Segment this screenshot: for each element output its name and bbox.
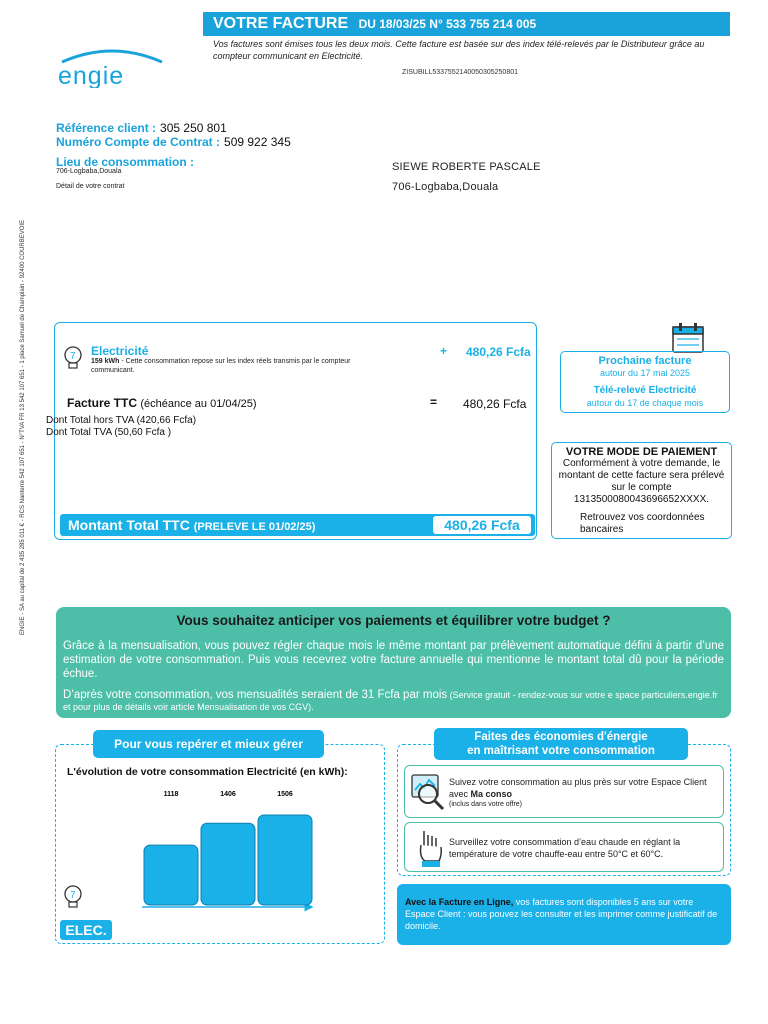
payment-mode-card <box>551 442 732 539</box>
lightbulb-small-icon <box>62 884 84 910</box>
consumption-bar-3 <box>258 815 312 905</box>
lightbulb-icon <box>62 345 84 371</box>
contract-detail-link[interactable]: Détail de votre contrat <box>56 183 125 190</box>
consumption-bar-label-3: 1506 <box>277 791 293 798</box>
ttc-amount: 480,26 Fcfa <box>463 397 527 411</box>
ttc-due-date: (échéance au 01/04/25) <box>140 398 257 410</box>
invoice-title: VOTRE FACTURE <box>213 15 349 32</box>
engie-logo <box>56 44 168 88</box>
payment-mode-text: Conformément à votre demande, le montant de cette facture sera prélevé sur le compte 1313500080043696652XXXX. <box>558 458 725 505</box>
budget-monthly-amount: D’après votre consommation, vos mensualités seraient de 31 Fcfa par mois <box>63 689 448 701</box>
consumption-bar-2 <box>201 823 255 905</box>
svg-text:7: 7 <box>70 890 76 901</box>
budget-monthly <box>63 689 724 713</box>
electricity-note <box>91 357 391 375</box>
tele-reading-date: autour du 17 de chaque mois <box>586 398 704 408</box>
calendar-icon <box>671 322 705 354</box>
electricity-note-text: - Cette consommation repose sur les index réels transmis par le compteur communicant. <box>91 358 351 374</box>
bank-details-link[interactable]: Retrouvez vos coordonnées bancaires <box>580 512 705 535</box>
consumption-bar-1 <box>144 845 198 905</box>
electricity-amount: 480,26 Fcfa <box>466 345 531 359</box>
invoice-title-banner <box>203 12 730 36</box>
total-debit-date: (PRELEVE LE 01/02/25) <box>193 521 316 533</box>
customer-name: SIEWE ROBERTE PASCALE <box>392 161 541 173</box>
budget-title: Vous souhaitez anticiper vos paiements et équilibrer votre budget ? <box>176 613 611 628</box>
invoice-number: DU 18/03/25 N° 533 755 214 005 <box>358 17 537 31</box>
hand-touch-icon <box>413 827 447 869</box>
client-reference <box>56 121 227 135</box>
legal-mention-text: ENGIE - SA au capital de 2 435 285 011 € - RCS Nanterre 542 107 651 - N°TVA FR 13 542 107 651 - 1 place Samuel de Champlain - 92400 COURBEVOIE <box>20 219 26 635</box>
electricity-label: Electricité <box>91 344 149 358</box>
next-bill-date: autour du 17 mai 2025 <box>599 368 691 378</box>
total-ht: Dont Total hors TVA (420,66 Fcfa) <box>46 415 197 426</box>
tip-water-heater <box>404 822 724 872</box>
ttc-label: Facture TTC <box>67 396 138 410</box>
client-reference-value: 305 250 801 <box>160 121 227 135</box>
tip-ma-conso-text <box>449 776 714 809</box>
consumption-location-label: Lieu de consommation : <box>56 155 195 169</box>
consumption-bar-label-2: 1406 <box>220 791 236 798</box>
invoice-intro: Vos factures sont émises tous les deux mois. Cette facture est basée sur des index télé-relevés par le Distributeur grâce au compteur communicant en Electricité. <box>213 39 705 61</box>
payment-mode-title: VOTRE MODE DE PAIEMENT <box>565 446 718 458</box>
elec-badge: ELEC. <box>60 920 112 940</box>
consumption-pill: Pour vous repérer et mieux gérer <box>93 730 324 758</box>
next-bill-card <box>560 351 730 413</box>
online-invoice-box <box>397 884 731 945</box>
total-tva: Dont Total TVA (50,60 Fcfa ) <box>46 427 172 438</box>
total-amount: 480,26 Fcfa <box>433 516 531 534</box>
online-invoice-text <box>405 896 721 932</box>
consumption-bar-label-1: 1118 <box>163 791 179 798</box>
tip-ma-conso-body: Suivez votre consommation au plus près sur votre Espace Client avec <box>449 777 707 799</box>
consumption-location-value: 706-Logbaba,Douala <box>56 168 122 175</box>
customer-address: 706-Logbaba,Douala <box>392 181 499 193</box>
plus-sign: + <box>440 344 448 358</box>
budget-monthly-note: (Service gratuit - rendez-vous sur votre e space particuliers.engie.fr et pour plus de détails voir article Mensualisation de vos CGV). <box>63 690 718 712</box>
budget-paragraph: Grâce à la mensualisation, vous pouvez régler chaque mois le même montant par prélèvement automatique défini à partir d’une estimation de votre consommation. Puis vous recevrez votre facture annuelle qui mentionne le montant total dû pour la période échue. <box>63 640 724 680</box>
online-invoice-bold: Avec la Facture en Ligne, <box>405 897 514 907</box>
client-reference-label: Référence client : <box>56 121 157 135</box>
tip-ma-conso <box>404 765 724 818</box>
tele-reading-title: Télé-relevé Electricité <box>593 385 697 396</box>
electricity-kwh: 159 kWh <box>91 358 120 365</box>
consumption-chart-title: L'évolution de votre consommation Electricité (en kWh): <box>67 766 348 778</box>
equals-sign: = <box>430 395 438 409</box>
savings-pill-line2: en maîtrisant votre consommation <box>467 745 655 757</box>
engie-logo-mark <box>56 44 168 88</box>
savings-pill <box>434 728 688 760</box>
contract-number-value: 509 922 345 <box>224 135 291 149</box>
ttc-line <box>67 396 257 410</box>
tip-ma-conso-bold: Ma conso <box>470 789 513 799</box>
contract-number <box>56 135 291 149</box>
budget-panel <box>56 607 731 718</box>
consumption-chart <box>140 788 315 913</box>
savings-pill-line1: Faites des économies d'énergie <box>474 731 648 743</box>
engie-logo-text: engie <box>58 62 125 88</box>
tip-water-heater-text: Surveillez votre consommation d’eau chaude en réglant la température de votre chauffe-eau entre 50°C et 60°C. <box>449 837 681 859</box>
consumption-chart-svg <box>140 788 315 913</box>
document-code: ZISUBILL5337552140050305250801 <box>402 69 518 76</box>
next-bill-title: Prochaine facture <box>598 355 692 367</box>
legal-mention <box>20 205 32 635</box>
online-invoice-body: vos factures sont disponibles 5 ans sur votre Espace Client : vous pouvez les consulter et les imprimer comme justificatif de domicile. <box>405 897 718 931</box>
svg-text:7: 7 <box>70 351 76 362</box>
tip-ma-conso-small: (inclus dans votre offre) <box>449 801 523 808</box>
total-label: Montant Total TTC <box>68 517 190 533</box>
contract-number-label: Numéro Compte de Contrat : <box>56 135 221 149</box>
magnifier-chart-icon <box>409 772 447 812</box>
